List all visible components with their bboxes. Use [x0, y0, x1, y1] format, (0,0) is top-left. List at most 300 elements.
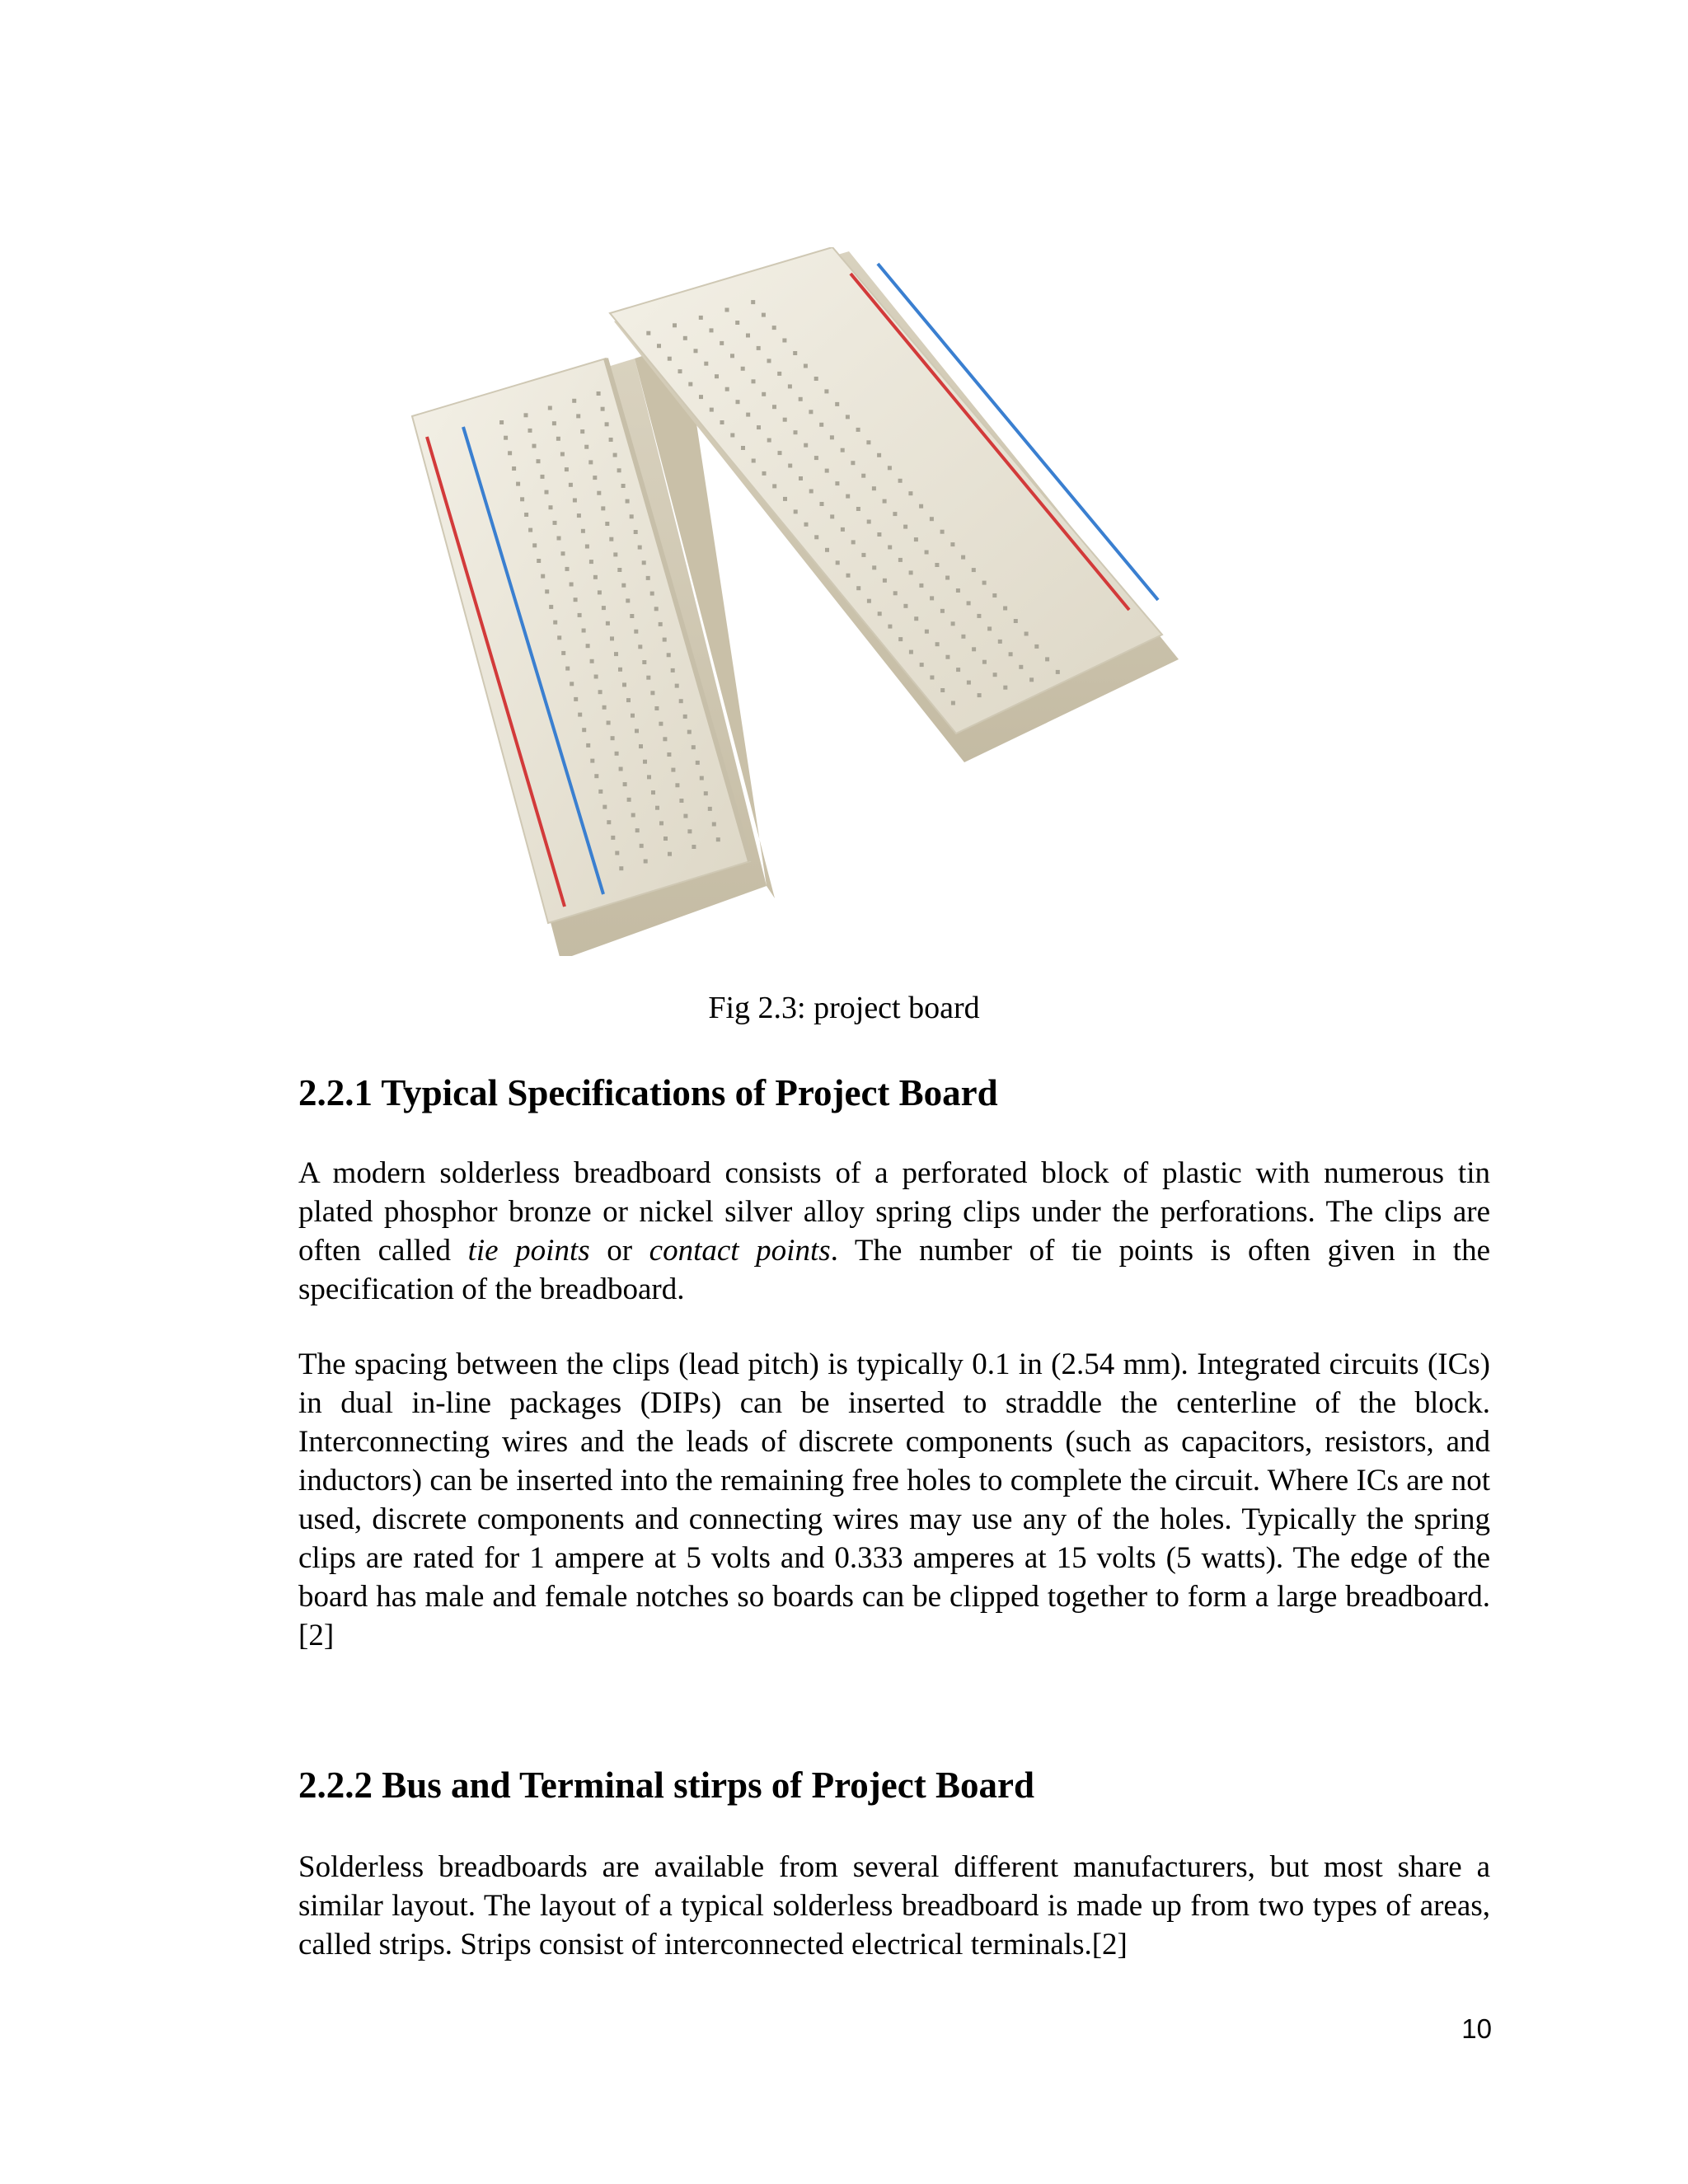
- breadboard-hole: [687, 829, 692, 833]
- breadboard-hole: [977, 614, 981, 618]
- breadboard-hole: [935, 642, 940, 646]
- breadboard-hole: [598, 690, 603, 694]
- breadboard-hole: [618, 668, 622, 672]
- breadboard-hole: [590, 759, 594, 763]
- breadboard-hole: [793, 351, 797, 355]
- breadboard-hole: [972, 568, 976, 572]
- breadboard-hole: [631, 813, 635, 818]
- breadboard-hole: [687, 730, 692, 734]
- breadboard-hole: [866, 440, 870, 444]
- breadboard-hole: [930, 596, 934, 600]
- breadboard-hole: [752, 459, 756, 463]
- breadboard-hole: [851, 540, 856, 544]
- breadboard-hole: [930, 517, 934, 521]
- breadboard-hole: [720, 341, 724, 345]
- breadboard-hole: [1056, 670, 1060, 674]
- breadboard-hole: [631, 714, 635, 718]
- breadboard-hole: [825, 548, 829, 552]
- breadboard-hole: [945, 655, 950, 659]
- breadboard-hole: [594, 675, 598, 679]
- breadboard-hole: [683, 336, 687, 340]
- breadboard-hole: [694, 349, 698, 353]
- breadboard-hole: [663, 837, 668, 841]
- breadboard-hole: [699, 316, 703, 320]
- breadboard-hole: [582, 629, 586, 633]
- breadboard-hole: [679, 699, 683, 703]
- breadboard-hole: [978, 693, 982, 697]
- breadboard-hole: [597, 491, 601, 495]
- breadboard-hole: [893, 512, 897, 516]
- breadboard-hole: [610, 636, 614, 640]
- breadboard-hole: [846, 415, 850, 419]
- breadboard-hole: [945, 576, 950, 580]
- breadboard-hole: [940, 530, 945, 534]
- paragraph-text: . The number of tie points is often given in the specification of the breadboard.: [298, 1234, 1490, 1306]
- breadboard-hole: [883, 579, 887, 583]
- breadboard-hole: [601, 407, 605, 411]
- breadboard-hole: [576, 414, 580, 418]
- breadboard-hole: [504, 436, 508, 440]
- breadboard-hole: [560, 452, 565, 457]
- breadboard-hole: [704, 791, 708, 795]
- breadboard-hole: [683, 814, 687, 818]
- breadboard-hole: [553, 521, 557, 525]
- breadboard-hole: [598, 790, 603, 794]
- breadboard-hole: [570, 583, 574, 587]
- breadboard-hole: [580, 429, 584, 434]
- breadboard-hole: [982, 581, 987, 585]
- breadboard-hole: [909, 570, 913, 574]
- breadboard-hole: [851, 461, 855, 465]
- breadboard-hole: [804, 523, 809, 527]
- breadboard-hole: [982, 660, 987, 664]
- breadboard-hole: [647, 775, 651, 779]
- breadboard-hole: [794, 509, 798, 513]
- breadboard-hole: [940, 688, 945, 692]
- breadboard-hole: [961, 555, 965, 560]
- breadboard-hole: [688, 382, 692, 387]
- breadboard-hole: [586, 644, 590, 648]
- breadboard-hole: [710, 408, 714, 412]
- breadboard-hole: [741, 367, 745, 371]
- breadboard-hole: [877, 532, 881, 537]
- breadboard-hole: [585, 545, 589, 549]
- breadboard-hole: [549, 605, 553, 609]
- breadboard-hole: [561, 651, 565, 655]
- breadboard-hole: [1014, 619, 1018, 623]
- breadboard-hole: [499, 420, 504, 424]
- breadboard-hole: [835, 481, 839, 485]
- breadboard-hole: [830, 514, 834, 518]
- breadboard-hole: [804, 364, 808, 368]
- breadboard-hole: [659, 821, 663, 825]
- breadboard-hole: [634, 630, 638, 634]
- breadboard-hole: [675, 684, 679, 688]
- breadboard-hole: [925, 630, 929, 634]
- breadboard-hole: [767, 438, 771, 443]
- breadboard-hole: [956, 668, 960, 672]
- breadboard-hole: [577, 513, 581, 518]
- breadboard-hole: [622, 682, 626, 687]
- breadboard-hole: [549, 505, 553, 509]
- breadboard-hole: [730, 354, 734, 358]
- breadboard-hole: [710, 328, 714, 332]
- breadboard-hole: [640, 844, 644, 848]
- breadboard-hole: [903, 604, 907, 608]
- figure-caption: Fig 2.3: project board: [708, 991, 980, 1025]
- breadboard-hole: [783, 418, 787, 422]
- breadboard-hole: [998, 640, 1002, 644]
- breadboard-hole: [940, 609, 945, 613]
- breadboard-hole: [993, 673, 997, 677]
- breadboard-hole: [581, 529, 585, 533]
- breadboard-hole: [594, 774, 598, 778]
- breadboard-hole: [626, 598, 630, 602]
- breadboard-hole: [552, 421, 556, 425]
- contact-points-term: contact points: [649, 1234, 831, 1268]
- breadboard-hole: [541, 475, 545, 479]
- breadboard-image: [387, 247, 1261, 956]
- breadboard-hole: [593, 476, 597, 480]
- breadboard-hole: [1025, 632, 1029, 636]
- breadboard-hole: [746, 334, 750, 338]
- breadboard-hole: [528, 528, 532, 532]
- breadboard-hole: [651, 790, 655, 794]
- breadboard-hole: [602, 606, 606, 610]
- breadboard-hole: [578, 713, 582, 717]
- breadboard-hole: [772, 484, 776, 488]
- breadboard-hole: [951, 701, 955, 705]
- breadboard-hole: [752, 379, 756, 383]
- breadboard-hole: [735, 321, 739, 325]
- breadboard-hole: [671, 768, 675, 772]
- breadboard-hole: [877, 453, 881, 457]
- breadboard-hole: [597, 391, 601, 396]
- breadboard-hole: [545, 490, 549, 494]
- breadboard-hole: [607, 721, 611, 725]
- breadboard-figure: [387, 247, 1261, 956]
- breadboard-hole: [639, 744, 643, 748]
- breadboard-hole: [611, 736, 615, 740]
- breadboard-hole: [593, 575, 598, 579]
- breadboard-hole: [619, 866, 623, 870]
- breadboard-hole: [788, 464, 792, 468]
- tie-points-term: tie points: [467, 1234, 590, 1268]
- breadboard-hole: [736, 400, 740, 404]
- breadboard-hole: [951, 621, 955, 626]
- breadboard-hole: [824, 389, 828, 393]
- breadboard-hole: [692, 845, 696, 849]
- breadboard-hole: [642, 560, 646, 565]
- breadboard-hole: [574, 697, 578, 701]
- breadboard-hole: [565, 567, 570, 571]
- breadboard-hole: [700, 776, 704, 780]
- breadboard-hole: [614, 652, 618, 656]
- breadboard-hole: [609, 438, 613, 442]
- breadboard-hole: [537, 459, 541, 463]
- breadboard-hole: [657, 344, 661, 348]
- breadboard-hole: [716, 837, 720, 841]
- breadboard-hole: [920, 663, 924, 667]
- breadboard-hole: [569, 483, 573, 487]
- breadboard-hole: [725, 387, 729, 391]
- breadboard-hole: [663, 638, 667, 642]
- breadboard-hole: [898, 637, 903, 641]
- breadboard-hole: [617, 568, 621, 572]
- breadboard-hole: [557, 635, 561, 640]
- breadboard-hole: [903, 525, 907, 529]
- breadboard-hole: [606, 621, 610, 626]
- breadboard-hole: [925, 551, 929, 555]
- breadboard-hole: [777, 372, 781, 376]
- breadboard-hole: [708, 807, 712, 811]
- breadboard-hole: [992, 593, 996, 598]
- breadboard-hole: [1003, 607, 1007, 611]
- breadboard-hole: [908, 491, 912, 495]
- breadboard-hole: [654, 706, 659, 710]
- breadboard-hole: [799, 397, 803, 401]
- breadboard-hole: [528, 429, 532, 433]
- page-number: 10: [1461, 2013, 1492, 2044]
- breadboard-hole: [635, 729, 639, 733]
- breadboard-hole: [914, 537, 918, 541]
- breadboard-hole: [650, 691, 654, 695]
- breadboard-hole: [799, 476, 803, 480]
- breadboard-hole: [720, 420, 724, 424]
- breadboard-hole: [516, 482, 520, 486]
- breadboard-hole: [582, 728, 586, 732]
- paragraph-strips: Solderless breadboards are available from several different manufacturers, but most share a similar layout. The layout of a typical solderless breadboard is made up from two types of areas, called strips. Strips consist of interconnected electrical terminals.[2]: [298, 1850, 1490, 1961]
- breadboard-hole: [692, 745, 696, 749]
- breadboard-hole: [814, 535, 818, 539]
- breadboard-hole: [804, 443, 808, 448]
- breadboard-hole: [667, 653, 671, 657]
- breadboard-hole: [883, 499, 887, 504]
- breadboard-hole: [679, 799, 683, 803]
- breadboard-hole: [861, 553, 865, 557]
- breadboard-hole: [532, 444, 537, 448]
- breadboard-hole: [524, 413, 528, 417]
- breadboard-hole: [638, 644, 642, 649]
- breadboard-hole: [888, 546, 892, 550]
- breadboard-hole: [512, 466, 516, 471]
- breadboard-hole: [846, 574, 851, 578]
- breadboard-hole: [646, 676, 650, 680]
- breadboard-hole: [1045, 657, 1049, 661]
- breadboard-hole: [588, 460, 593, 464]
- breadboard-hole: [598, 590, 602, 594]
- breadboard-hole: [617, 468, 621, 472]
- breadboard-hole: [537, 559, 541, 563]
- breadboard-hole: [919, 504, 923, 509]
- breadboard-hole: [856, 586, 860, 590]
- breadboard-hole: [565, 467, 569, 471]
- breadboard-hole: [586, 743, 590, 748]
- breadboard-hole: [613, 552, 617, 556]
- breadboard-hole: [520, 497, 524, 501]
- breadboard-hole: [972, 647, 976, 651]
- section-heading-specifications: 2.2.1 Typical Specifications of Project Board: [298, 1072, 998, 1113]
- breadboard-hole: [605, 522, 609, 526]
- breadboard-hole: [867, 599, 871, 603]
- breadboard-hole: [634, 530, 638, 534]
- breadboard-hole: [757, 346, 761, 350]
- breadboard-hole: [757, 425, 761, 429]
- breadboard-hole: [704, 362, 708, 366]
- breadboard-hole: [678, 369, 682, 373]
- breadboard-hole: [935, 563, 939, 567]
- breadboard-hole: [572, 399, 576, 403]
- breadboard-hole: [561, 551, 565, 555]
- breadboard-hole: [898, 558, 903, 562]
- breadboard-hole: [956, 588, 960, 593]
- breadboard-hole: [867, 520, 871, 524]
- breadboard-hole: [626, 698, 631, 702]
- breadboard-hole: [589, 560, 593, 564]
- breadboard-hole: [783, 497, 787, 501]
- breadboard-hole: [819, 423, 823, 427]
- breadboard-hole: [836, 560, 840, 565]
- breadboard-hole: [856, 428, 860, 432]
- breadboard-hole: [835, 402, 839, 406]
- breadboard-hole: [846, 494, 850, 499]
- breadboard-hole: [841, 448, 845, 452]
- breadboard-hole: [642, 660, 646, 664]
- paragraph-text: or: [589, 1234, 649, 1268]
- breadboard-hole: [601, 506, 605, 510]
- breadboard-hole: [630, 514, 634, 518]
- breadboard-hole: [751, 300, 755, 304]
- breadboard-hole: [746, 413, 750, 417]
- breadboard-hole: [987, 626, 992, 630]
- breadboard-hole: [545, 589, 549, 593]
- breadboard-hole: [667, 752, 671, 757]
- breadboard-hole: [659, 622, 663, 626]
- breadboard-hole: [659, 722, 663, 726]
- breadboard-hole: [644, 860, 648, 864]
- breadboard-hole: [872, 486, 876, 490]
- paragraph-text: A modern solderless breadboard consists of a perforated block of plastic with numerous tin plated phosphor bronze or nickel silver alloy spring clips under the perforations. The clips are often called: [298, 1156, 1490, 1268]
- breadboard-hole: [668, 852, 672, 856]
- breadboard-hole: [699, 395, 703, 399]
- breadboard-hole: [570, 682, 574, 686]
- breadboard-hole: [615, 752, 619, 756]
- breadboard-hole: [782, 339, 786, 343]
- paragraph-clip-spacing: The spacing between the clips (lead pitch) is typically 0.1 in (2.54 mm). Integrated circuits (ICs) in dual in-line packages (DIPs) can be inserted to straddle the centerline of the block. Interconnecting wires and the leads of discrete components (such as capacitors, resistors, and inductors) can be inserted into the remaining free holes to complete the circuit. Where ICs are not used, discrete components and connecting wires may use any of the holes. Typically the spring clips are rated for 1 ampere at 5 volts and 0.333 amperes at 15 volts (5 watts). The edge of the board has male and female notches so boards can be clipped together to form a large breadboard.[2]: [298, 1347, 1490, 1652]
- breadboard-hole: [725, 308, 729, 312]
- breadboard-hole: [809, 410, 813, 414]
- breadboard-hole: [856, 507, 860, 511]
- breadboard-hole: [524, 513, 528, 517]
- breadboard-hole: [603, 805, 607, 809]
- breadboard-hole: [967, 681, 971, 685]
- breadboard-hole: [772, 405, 776, 409]
- breadboard-hole: [715, 374, 719, 378]
- breadboard-hole: [646, 331, 650, 335]
- breadboard-hole: [548, 406, 552, 410]
- breadboard-hole: [741, 446, 745, 450]
- breadboard-hole: [565, 667, 570, 671]
- breadboard-hole: [650, 592, 654, 596]
- breadboard-hole: [919, 583, 923, 588]
- breadboard-hole: [772, 326, 776, 330]
- breadboard-hole: [861, 474, 865, 478]
- breadboard-hole: [621, 583, 626, 588]
- breadboard-hole: [643, 760, 647, 764]
- breadboard-hole: [668, 357, 672, 361]
- breadboard-hole: [1019, 665, 1023, 669]
- breadboard-hole: [830, 435, 834, 439]
- breadboard-hole: [788, 384, 792, 388]
- breadboard-hole: [557, 537, 561, 541]
- breadboard-hole: [675, 783, 679, 787]
- breadboard-hole: [1029, 677, 1034, 682]
- breadboard-hole: [762, 313, 766, 317]
- breadboard-hole: [730, 434, 734, 438]
- breadboard-hole: [654, 607, 659, 611]
- breadboard-hole: [814, 377, 818, 381]
- breadboard-hole: [1009, 652, 1013, 656]
- breadboard-hole: [584, 445, 588, 449]
- breadboard-hole: [814, 456, 818, 460]
- breadboard-hole: [638, 546, 642, 550]
- breadboard-hole: [605, 422, 609, 426]
- breadboard-hole: [820, 502, 824, 506]
- breadboard-hole: [778, 451, 782, 455]
- breadboard-hole: [556, 437, 560, 441]
- breadboard-hole: [626, 499, 630, 504]
- breadboard-hole: [950, 542, 954, 546]
- breadboard-hole: [663, 737, 667, 741]
- breadboard-hole: [1034, 644, 1039, 649]
- breadboard-hole: [893, 591, 898, 595]
- breadboard-hole: [508, 451, 512, 455]
- breadboard-hole: [574, 598, 578, 602]
- breadboard-hole: [930, 676, 934, 680]
- breadboard-hole: [627, 798, 631, 802]
- breadboard-hole: [888, 625, 892, 629]
- breadboard-hole: [635, 828, 640, 832]
- breadboard-hole: [767, 359, 771, 363]
- breadboard-hole: [623, 782, 627, 786]
- breadboard-hole: [909, 650, 913, 654]
- breadboard-hole: [609, 537, 613, 541]
- breadboard-hole: [611, 836, 615, 840]
- breadboard-hole: [607, 820, 611, 824]
- breadboard-hole: [603, 705, 607, 710]
- breadboard-hole: [1003, 686, 1007, 690]
- breadboard-hole: [696, 761, 700, 765]
- breadboard-hole: [532, 543, 537, 547]
- paragraph-breadboard-description: [298, 1154, 1490, 1309]
- breadboard-hole: [613, 453, 617, 457]
- breadboard-hole: [872, 565, 876, 569]
- breadboard-hole: [825, 469, 829, 473]
- breadboard-hole: [878, 612, 882, 616]
- breadboard-hole: [590, 659, 594, 663]
- breadboard-hole: [646, 576, 650, 580]
- breadboard-hole: [630, 614, 634, 618]
- breadboard-hole: [619, 767, 623, 771]
- breadboard-hole: [961, 635, 965, 639]
- breadboard-hole: [841, 527, 845, 532]
- breadboard-hole: [615, 851, 619, 855]
- breadboard-hole: [671, 668, 675, 673]
- breadboard-hole: [712, 823, 716, 827]
- breadboard-hole: [898, 479, 903, 483]
- breadboard-hole: [673, 323, 677, 327]
- breadboard-hole: [655, 806, 659, 810]
